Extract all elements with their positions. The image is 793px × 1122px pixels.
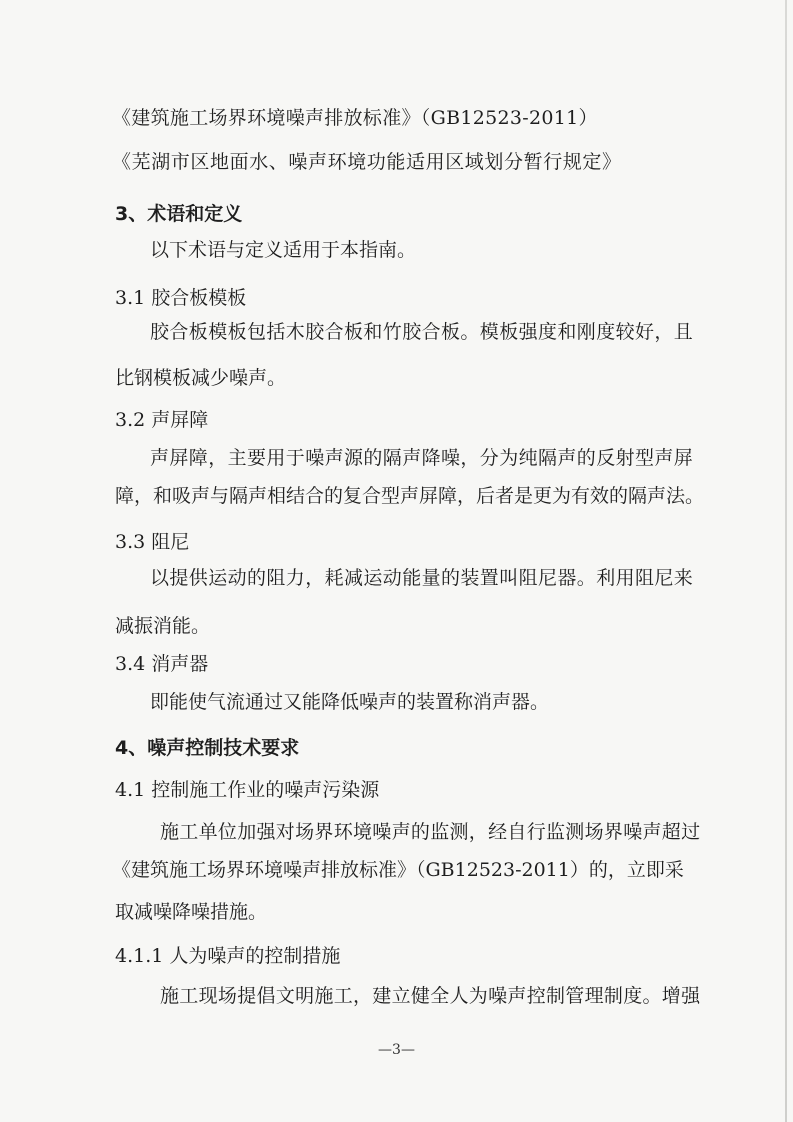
paragraph-line: 施工单位加强对场界环境噪声的监测，经自行监测场界噪声超过 <box>160 821 701 843</box>
paragraph-line: 减振消能。 <box>115 615 211 637</box>
paragraph-line: 障，和吸声与隔声相结合的复合型声屏障，后者是更为有效的隔声法。 <box>115 485 705 507</box>
paragraph-line: 以下术语与定义适用于本指南。 <box>150 239 417 261</box>
subsection-heading-3-4: 3.4 消声器 <box>115 653 209 675</box>
scan-edge <box>785 0 787 1122</box>
reference-standard-line: 《建筑施工场界环境噪声排放标准》（GB12523-2011） <box>112 107 598 129</box>
paragraph-line: 施工现场提倡文明施工，建立健全人为噪声控制管理制度。增强 <box>160 985 701 1007</box>
subsection-heading-3-2: 3.2 声屏障 <box>115 409 209 431</box>
paragraph-line: 声屏障，主要用于噪声源的隔声降噪，分为纯隔声的反射型声屏 <box>150 447 694 469</box>
subsection-heading-4-1-1: 4.1.1 人为噪声的控制措施 <box>115 945 341 967</box>
section-heading-4: 4、噪声控制技术要求 <box>115 737 300 759</box>
paragraph-line: 比钢模板减少噪声。 <box>115 367 287 389</box>
paragraph-line: 以提供运动的阻力，耗减运动能量的装置叫阻尼器。利用阻尼来 <box>150 567 694 589</box>
subsection-heading-3-1: 3.1 胶合板模板 <box>115 287 247 309</box>
paragraph-line: 胶合板模板包括木胶合板和竹胶合板。模板强度和刚度较好，且 <box>150 321 694 343</box>
subsection-heading-4-1: 4.1 控制施工作业的噪声污染源 <box>115 779 380 801</box>
subsection-heading-3-3: 3.3 阻尼 <box>115 531 190 553</box>
paragraph-line: 即能使气流通过又能降低噪声的装置称消声器。 <box>150 691 550 713</box>
page-number: —3— <box>378 1042 415 1058</box>
paragraph-line: 《建筑施工场界环境噪声排放标准》（GB12523-2011）的，立即采 <box>112 859 684 881</box>
paragraph-line: 取减噪降噪措施。 <box>115 901 268 923</box>
reference-regulation-line: 《芜湖市区地面水、噪声环境功能适用区域划分暂行规定》 <box>112 151 622 173</box>
section-heading-3: 3、术语和定义 <box>115 203 243 225</box>
